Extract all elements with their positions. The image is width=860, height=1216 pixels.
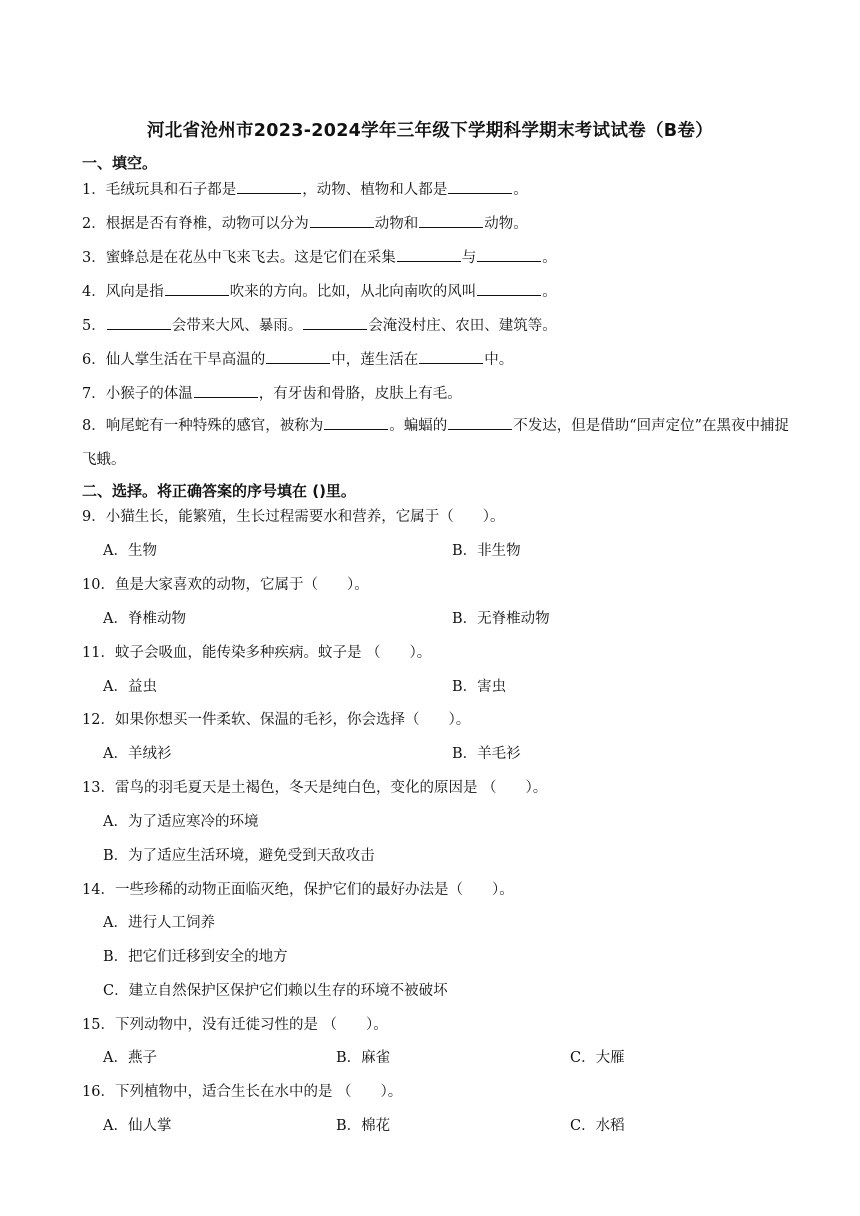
question-text: 会带来大风、暴雨。 bbox=[171, 318, 303, 334]
question-12: 12．如果你想买一件柔软、保温的毛衫，你会选择（ ）。 bbox=[82, 712, 471, 728]
option-b[interactable]: B．无脊椎动物 bbox=[452, 611, 550, 627]
question-text: 。 bbox=[542, 250, 557, 266]
question-1 bbox=[82, 179, 528, 200]
question-text: 。 bbox=[542, 284, 557, 300]
question-3 bbox=[82, 247, 557, 268]
option-b[interactable]: B．把它们迁移到安全的地方 bbox=[103, 949, 288, 965]
question-text: 会淹没村庄、农田、建筑等。 bbox=[368, 318, 557, 334]
question-7 bbox=[82, 383, 462, 404]
question-text: 2．根据是否有脊椎，动物可以分为 bbox=[82, 216, 309, 232]
question-text: 。 bbox=[513, 182, 528, 198]
option-a[interactable]: A．进行人工饲养 bbox=[103, 915, 215, 931]
question-text: 6．仙人掌生活在干旱高温的 bbox=[82, 352, 266, 368]
question-text: 8．响尾蛇有一种特殊的感官，被称为 bbox=[82, 418, 324, 434]
option-a[interactable]: A．羊绒衫 bbox=[103, 746, 172, 762]
option-a[interactable]: A．燕子 bbox=[103, 1050, 157, 1066]
question-text: 1．毛绒玩具和石子都是 bbox=[82, 182, 237, 198]
answer-blank[interactable] bbox=[165, 281, 229, 296]
question-text: ，动物、植物和人都是 bbox=[302, 182, 448, 198]
option-b[interactable]: B．非生物 bbox=[452, 543, 521, 559]
question-9: 9．小猫生长，能繁殖，生长过程需要水和营养，它属于（ ）。 bbox=[82, 509, 505, 525]
option-b[interactable]: B．棉花 bbox=[336, 1118, 391, 1134]
question-text: 中。 bbox=[484, 352, 514, 368]
question-6 bbox=[82, 349, 513, 370]
question-16: 16．下列植物中，适合生长在水中的是 （ ）。 bbox=[82, 1084, 403, 1100]
option-c[interactable]: C．建立自然保护区保护它们赖以生存的环境不被破坏 bbox=[103, 983, 448, 999]
answer-blank[interactable] bbox=[419, 349, 483, 364]
answer-blank[interactable] bbox=[194, 383, 258, 398]
question-text: 4．风向是指 bbox=[82, 284, 164, 300]
answer-blank[interactable] bbox=[237, 179, 301, 194]
section-choice-heading: 二、选择。将正确答案的序号填在 ()里。 bbox=[82, 482, 356, 500]
question-13: 13．雷鸟的羽毛夏天是土褐色，冬天是纯白色，变化的原因是 （ ）。 bbox=[82, 780, 548, 796]
question-text: 5． bbox=[82, 318, 106, 334]
question-text: 。蝙蝠的 bbox=[389, 418, 448, 434]
question-2 bbox=[82, 213, 528, 234]
question-text: 7．小猴子的体温 bbox=[82, 386, 193, 402]
question-8 bbox=[82, 409, 802, 477]
answer-blank[interactable] bbox=[397, 247, 461, 262]
answer-blank[interactable] bbox=[448, 179, 512, 194]
answer-blank[interactable] bbox=[266, 349, 330, 364]
option-a[interactable]: A．益虫 bbox=[103, 679, 157, 695]
question-text: 吹来的方向。比如，从北向南吹的风叫 bbox=[229, 284, 477, 300]
option-c[interactable]: C．大雁 bbox=[570, 1050, 625, 1066]
page-title: 河北省沧州市2023-2024学年三年级下学期科学期末考试试卷（B卷） bbox=[146, 121, 713, 141]
question-text: 动物。 bbox=[484, 216, 528, 232]
answer-blank[interactable] bbox=[107, 315, 171, 330]
answer-blank[interactable] bbox=[477, 247, 541, 262]
question-text: 中，莲生活在 bbox=[331, 352, 419, 368]
answer-blank[interactable] bbox=[310, 213, 374, 228]
question-4 bbox=[82, 281, 557, 302]
question-15: 15．下列动物中，没有迁徙习性的是 （ ）。 bbox=[82, 1017, 388, 1033]
option-b[interactable]: B．害虫 bbox=[452, 679, 507, 695]
option-a[interactable]: A．为了适应寒冷的环境 bbox=[103, 814, 259, 830]
option-c[interactable]: C．水稻 bbox=[570, 1118, 625, 1134]
question-10: 10．鱼是大家喜欢的动物，它属于（ ）。 bbox=[82, 577, 369, 593]
option-b[interactable]: B．麻雀 bbox=[336, 1050, 391, 1066]
answer-blank[interactable] bbox=[477, 281, 541, 296]
answer-blank[interactable] bbox=[448, 415, 512, 430]
question-11: 11．蚊子会吸血，能传染多种疾病。蚊子是 （ ）。 bbox=[82, 645, 432, 661]
question-5 bbox=[82, 315, 557, 336]
option-a[interactable]: A．脊椎动物 bbox=[103, 611, 186, 627]
question-text: 动物和 bbox=[374, 216, 419, 232]
answer-blank[interactable] bbox=[303, 315, 367, 330]
question-text: 不发达，但是借助“回声定位”在黑夜中捕捉飞蛾。 bbox=[82, 418, 790, 468]
option-b[interactable]: B．羊毛衫 bbox=[452, 746, 521, 762]
question-text: ，有牙齿和骨胳，皮肤上有毛。 bbox=[258, 386, 462, 402]
question-text: 与 bbox=[461, 250, 477, 266]
question-14: 14．一些珍稀的动物正面临灭绝，保护它们的最好办法是（ ）。 bbox=[82, 882, 514, 898]
section-fill-in-heading: 一、填空。 bbox=[82, 154, 158, 172]
answer-blank[interactable] bbox=[324, 415, 388, 430]
question-text: 3．蜜蜂总是在花丛中飞来飞去。这是它们在采集 bbox=[82, 250, 396, 266]
option-b[interactable]: B．为了适应生活环境，避免受到天敌攻击 bbox=[103, 848, 375, 864]
option-a[interactable]: A．仙人掌 bbox=[103, 1118, 172, 1134]
answer-blank[interactable] bbox=[419, 213, 483, 228]
option-a[interactable]: A．生物 bbox=[103, 543, 157, 559]
